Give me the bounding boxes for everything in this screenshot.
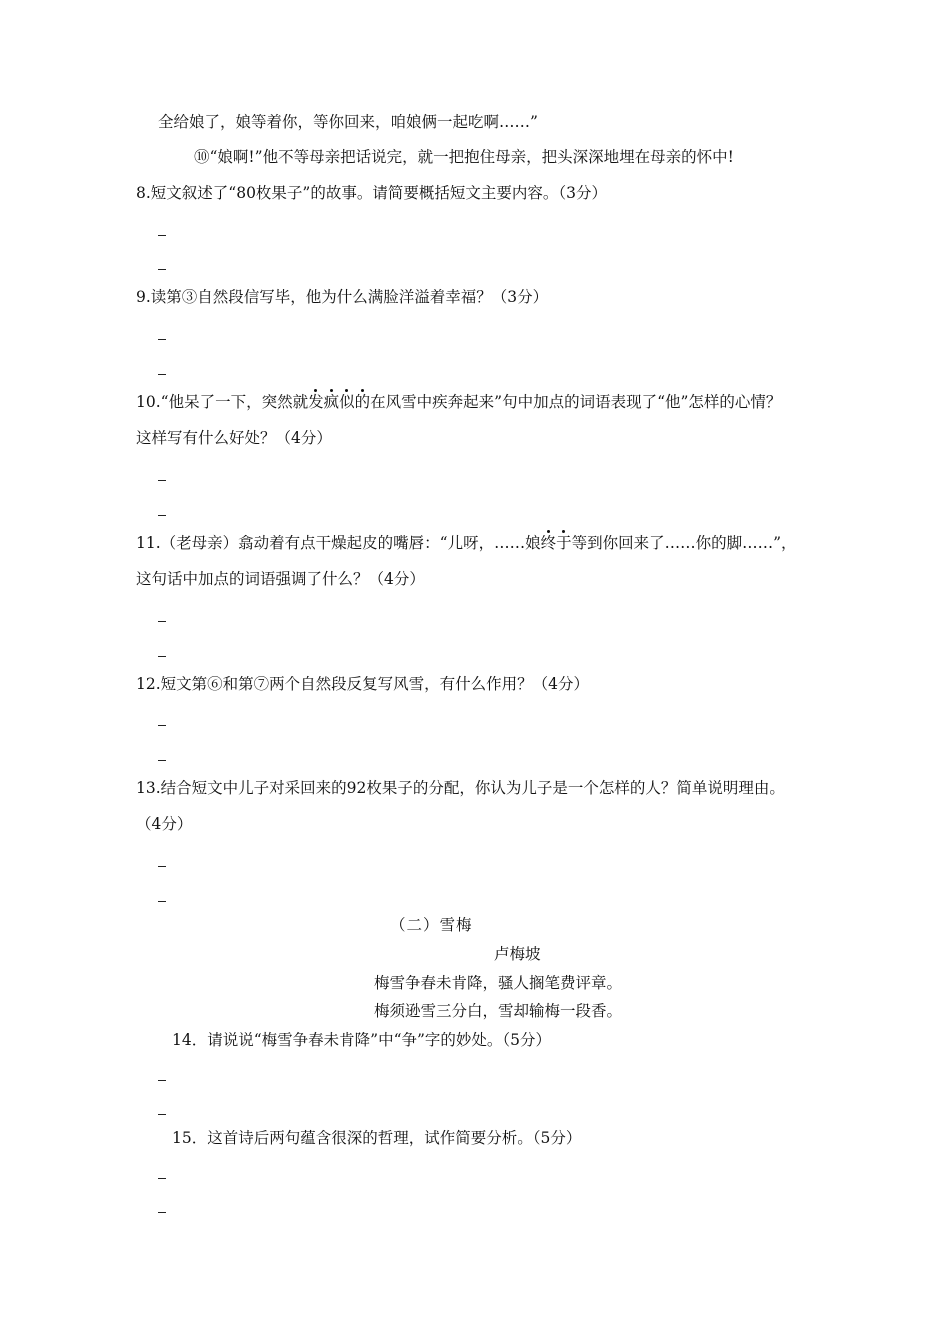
emphasized-char: 似 (339, 393, 355, 411)
answer-blank[interactable] (158, 725, 166, 726)
emphasized-char: 发 (308, 393, 324, 411)
emphasized-char: 的 (354, 393, 371, 411)
answer-blank[interactable] (158, 621, 166, 622)
question-10-prefix: 10.“他呆了一下，突然就 (136, 393, 309, 411)
answer-blank[interactable] (158, 374, 166, 375)
answer-blank[interactable] (158, 235, 166, 236)
question-9: 9.读第③自然段信写毕，他为什么满脸洋溢着幸福？（3分） (136, 288, 549, 306)
question-10-line-2: 这样写有什么好处？（4分） (136, 429, 332, 447)
emphasized-char: 疯 (323, 393, 340, 411)
answer-blank[interactable] (158, 1178, 166, 1179)
emphasized-char: 终 (540, 534, 557, 552)
poem-author: 卢梅坡 (494, 945, 541, 963)
question-8: 8.短文叙述了“80枚果子”的故事。请简要概括短文主要内容。（3分） (136, 184, 607, 202)
question-13-line-2: （4分） (136, 815, 193, 833)
answer-blank[interactable] (158, 1212, 166, 1213)
answer-blank[interactable] (158, 339, 166, 340)
answer-blank[interactable] (158, 269, 166, 270)
answer-blank[interactable] (158, 515, 166, 516)
poem-line-1: 梅雪争春未肯降，骚人搁笔费评章。 (374, 974, 623, 992)
emphasized-char: 于 (556, 534, 572, 552)
answer-blank[interactable] (158, 901, 166, 902)
question-11 (136, 533, 797, 553)
answer-blank[interactable] (158, 1114, 166, 1115)
answer-blank[interactable] (158, 1080, 166, 1081)
question-14: 14．请说说“梅雪争春未肯降”中“争”字的妙处。（5分） (172, 1031, 552, 1049)
answer-blank[interactable] (158, 866, 166, 867)
question-12: 12.短文第⑥和第⑦两个自然段反复写风雪，有什么作用？（4分） (136, 675, 590, 693)
answer-blank[interactable] (158, 656, 166, 657)
question-15: 15．这首诗后两句蕴含很深的哲理，试作简要分析。（5分） (172, 1129, 582, 1147)
question-10-suffix: 在风雪中疾奔起来”句中加点的词语表现了“他”怎样的心情？ (370, 393, 782, 411)
answer-blank[interactable] (158, 480, 166, 481)
answer-blank[interactable] (158, 760, 166, 761)
question-11-line-2: 这句话中加点的词语强调了什么？（4分） (136, 570, 425, 588)
question-11-prefix: 11.（老母亲）翕动着有点干燥起皮的嘴唇：“儿呀，……娘 (136, 534, 541, 552)
passage-paragraph-10: ⑩“娘啊!”他不等母亲把话说完，就一把抱住母亲，把头深深地埋在母亲的怀中! (194, 148, 734, 166)
question-11-suffix: 等到你回来了……你的脚……”， (571, 534, 797, 552)
question-10 (136, 392, 781, 412)
poem-line-2: 梅须逊雪三分白，雪却输梅一段香。 (374, 1002, 623, 1020)
poem-section-title: （二）雪梅 (390, 916, 473, 934)
question-13: 13.结合短文中儿子对采回来的92枚果子的分配，你认为儿子是一个怎样的人？简单说明理由。 (136, 779, 785, 797)
passage-line-1: 全给娘了，娘等着你，等你回来，咱娘俩一起吃啊……” (158, 113, 538, 131)
